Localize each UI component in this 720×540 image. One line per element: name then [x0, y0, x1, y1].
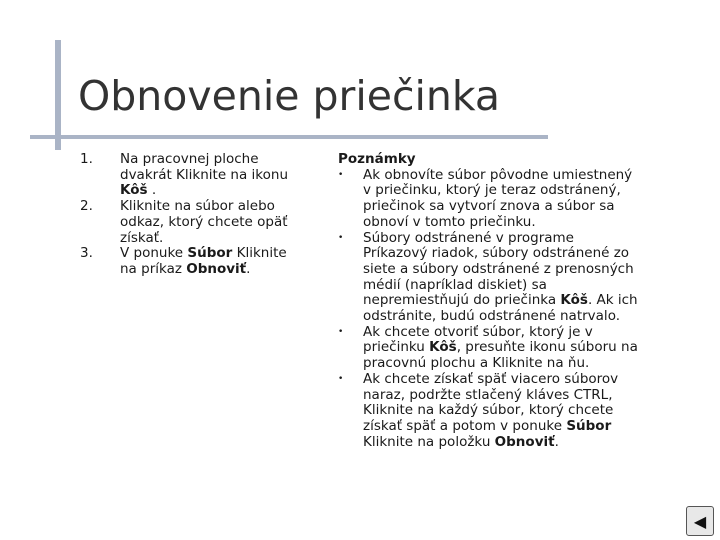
steps-list: [80, 152, 305, 278]
bullet-icon: •: [338, 169, 344, 180]
step-text: V ponuke Súbor Kliknite na príkaz Obnoviť.: [120, 245, 287, 277]
list-item: [80, 246, 305, 277]
bullet-icon: •: [338, 326, 344, 337]
list-item: [80, 152, 305, 199]
note-text: Ak chcete získať späť viacero súborov naraz, podržte stlačený kláves CTRL, Kliknite na každý súbor, ktorý chcete získať späť a potom v ponuke Súbor Kliknite na položku Obnoviť.: [363, 370, 619, 450]
step-number: 1.: [80, 151, 93, 167]
step-number: 2.: [80, 198, 93, 215]
step-number: 3.: [80, 245, 93, 262]
note-text: Súbory odstránené v programe Príkazový riadok, súbory odstránené zo siete a súbory odstránené z prenosných médií (napríklad diskiet) sa nepremiestňujú do priečinka Kôš. Ak ich odstránite, budú odstránené natrvalo.: [363, 229, 638, 325]
decorative-horizontal-line: [30, 135, 548, 139]
note-text: Ak chcete otvoriť súbor, ktorý je v priečinku Kôš, presuňte ikonu súboru na pracovnú plochu a Kliknite na ňu.: [363, 323, 638, 372]
notes-section: [338, 152, 638, 450]
notes-heading: Poznámky: [338, 151, 416, 167]
bullet-icon: •: [338, 373, 344, 384]
list-item: [338, 372, 638, 451]
back-button[interactable]: [686, 506, 714, 536]
step-text: Na pracovnej ploche dvakrát Kliknite na ikonu Kôš .: [120, 151, 289, 199]
page-title: Obnovenie priečinka: [78, 72, 501, 120]
note-text: Ak obnovíte súbor pôvodne umiestnený v priečinku, ktorý je teraz odstránený, priečinok sa vytvorí znova a súbor sa obnoví v tomto priečinku.: [363, 166, 633, 230]
list-item: [338, 231, 638, 325]
decorative-vertical-line: [55, 40, 61, 150]
step-text: Kliknite na súbor alebo odkaz, ktorý chcete opäť získať.: [120, 198, 288, 246]
bullet-icon: •: [338, 232, 344, 243]
list-item: [338, 168, 638, 231]
list-item: [338, 325, 638, 372]
list-item: [80, 199, 305, 246]
arrow-left-icon: ◀: [693, 511, 707, 531]
